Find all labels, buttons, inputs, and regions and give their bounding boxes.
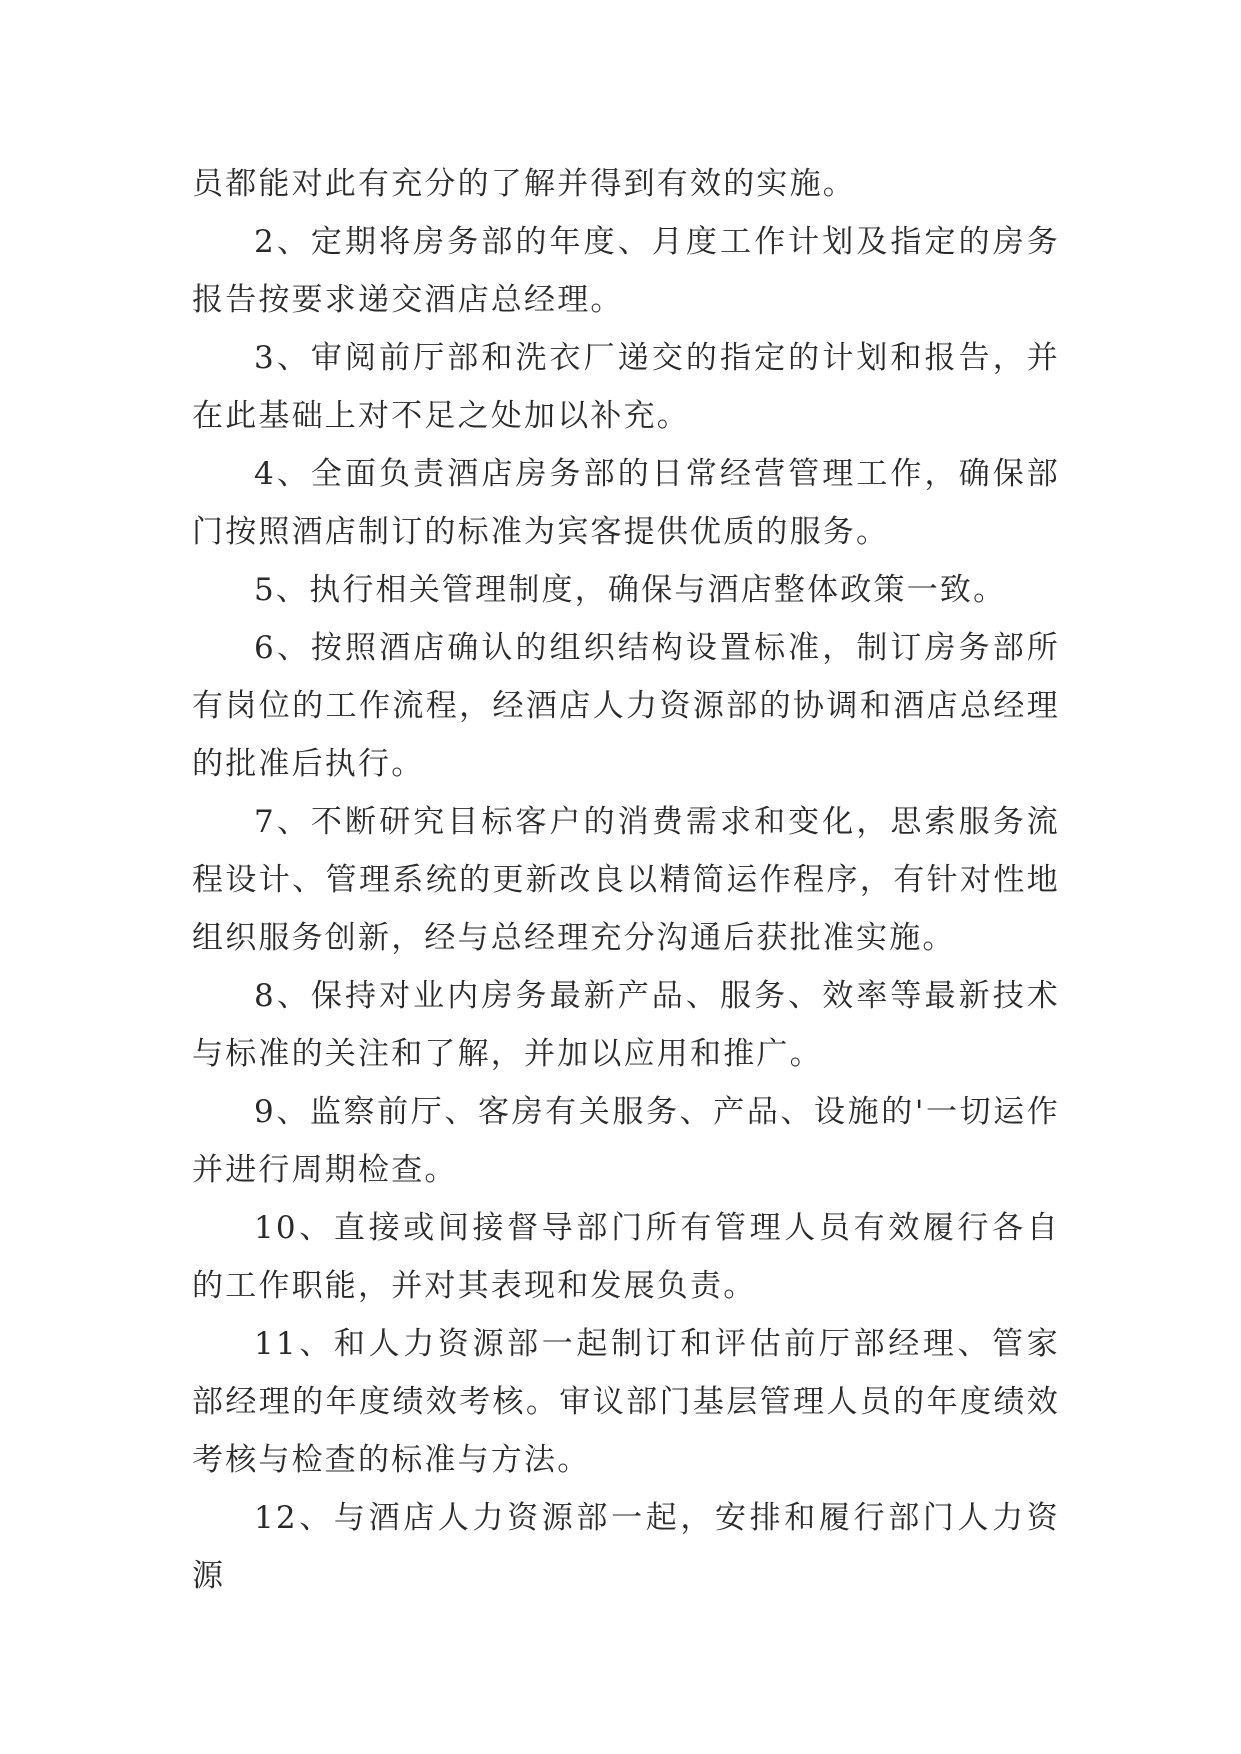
paragraph-item-3: 3、审阅前厅部和洗衣厂递交的指定的计划和报告，并在此基础上对不足之处加以补充。 <box>192 340 1060 434</box>
paragraph-item-10: 10、直接或间接督导部门所有管理人员有效履行各自的工作职能，并对其表现和发展负责。 <box>192 1210 1060 1304</box>
paragraph-item-12: 12、与酒店人力资源部一起，安排和履行部门人力资源 <box>192 1500 1060 1594</box>
paragraph-continuation: 员都能对此有充分的了解并得到有效的实施。 <box>192 166 856 202</box>
paragraph-item-2: 2、定期将房务部的年度、月度工作计划及指定的房务报告按要求递交酒店总经理。 <box>192 224 1060 318</box>
paragraph-item-5: 5、执行相关管理制度，确保与酒店整体政策一致。 <box>254 572 1007 608</box>
paragraph-item-11: 11、和人力资源部一起制订和评估前厅部经理、管家部经理的年度绩效考核。审议部门基层管理人员的年度绩效考核与检查的标准与方法。 <box>192 1326 1060 1478</box>
paragraph-item-6: 6、按照酒店确认的组织结构设置标准，制订房务部所有岗位的工作流程，经酒店人力资源部的协调和酒店总经理的批准后执行。 <box>192 630 1060 782</box>
paragraph-item-9: 9、监察前厅、客房有关服务、产品、设施的'一切运作并进行周期检查。 <box>192 1094 1060 1188</box>
paragraph-item-4: 4、全面负责酒店房务部的日常经营管理工作，确保部门按照酒店制订的标准为宾客提供优质的服务。 <box>192 456 1060 550</box>
paragraph-item-7: 7、不断研究目标客户的消费需求和变化，思索服务流程设计、管理系统的更新改良以精简运作程序，有针对性地组织服务创新，经与总经理充分沟通后获批准实施。 <box>192 804 1060 956</box>
document-body <box>192 155 1060 1605</box>
paragraph-item-8: 8、保持对业内房务最新产品、服务、效率等最新技术与标准的关注和了解，并加以应用和推广。 <box>192 978 1060 1072</box>
